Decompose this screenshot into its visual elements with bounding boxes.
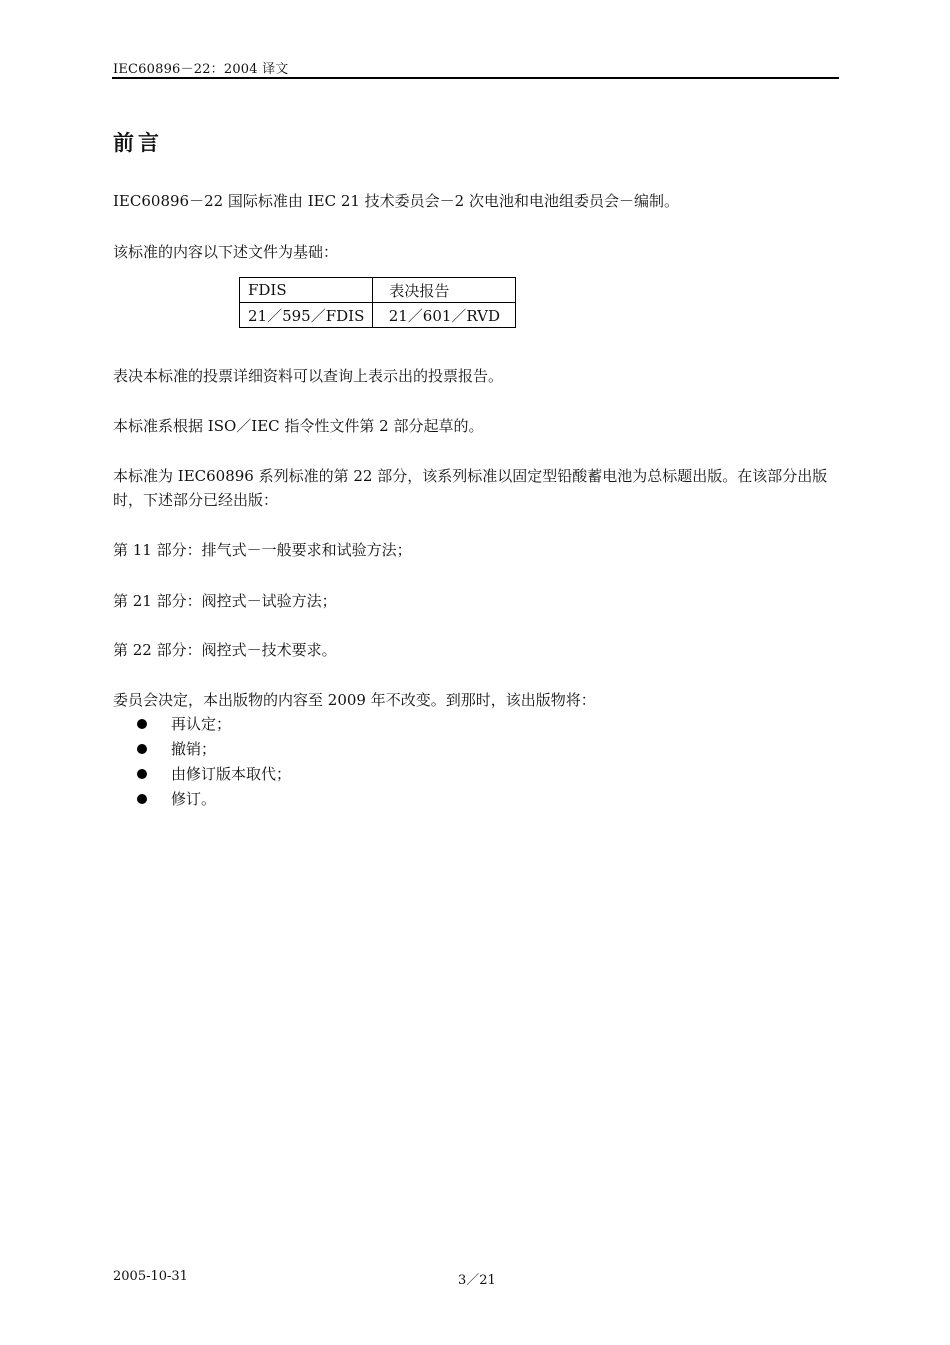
paragraph-part-11: 第 11 部分：排气式－一般要求和试验方法； [113,541,412,559]
bullet-dot-icon [137,744,147,754]
table-cell-fdis: 21／595／FDIS [240,303,373,328]
list-item [113,712,291,737]
paragraph-vote-details: 表决本标准的投票详细资料可以查询上表示出的投票报告。 [113,367,504,385]
bullet-dot-icon [137,719,147,729]
header-rule [112,77,839,79]
vote-table [239,277,516,328]
maintenance-list [113,712,291,812]
list-item-text: 由修订版本取代； [171,765,292,783]
paragraph-maintenance: 委员会决定，本出版物的内容至 2009 年不改变。到那时，该出版物将： [113,691,596,709]
table-row [240,303,516,328]
list-item-text: 修订。 [171,790,217,808]
bullet-dot-icon [137,769,147,779]
bullet-dot-icon [137,794,147,804]
paragraph-part-22: 第 22 部分：阀控式－技术要求。 [113,641,337,659]
paragraph-basis: 该标准的内容以下述文件为基础： [113,243,339,261]
list-item [113,787,291,812]
table-header-row [240,278,516,303]
table-header-cell-fdis: FDIS [240,278,373,303]
paragraph-part-21: 第 21 部分：阀控式－试验方法； [113,592,337,610]
footer-date: 2005-10-31 [113,1269,188,1284]
list-item-text: 再认定； [171,715,232,733]
footer-page-number: 3／21 [458,1273,496,1288]
paragraph-committee: IEC60896－22 国际标准由 IEC 21 技术委员会－2 次电池和电池组委员会－编制。 [113,192,679,210]
table-header-cell-report: 表决报告 [373,278,516,303]
section-title: 前言 [113,130,163,155]
paragraph-series: 本标准为 IEC60896 系列标准的第 22 部分，该系列标准以固定型铅酸蓄电池为总标题出版。在该部分出版时，下述部分已经出版： [113,467,828,509]
list-item-text: 撤销； [171,740,217,758]
page-header: IEC60896－22：2004 译文 [113,62,289,77]
list-item [113,737,291,762]
table-cell-report: 21／601／RVD [373,303,516,328]
list-item [113,762,291,787]
paragraph-directives: 本标准系根据 ISO／IEC 指令性文件第 2 部分起草的。 [113,417,484,435]
